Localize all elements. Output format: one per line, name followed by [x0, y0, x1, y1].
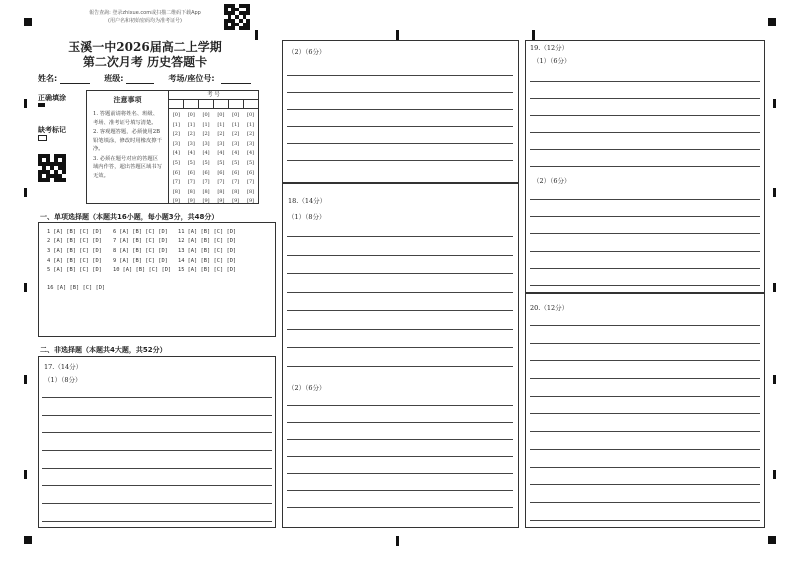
answer-line[interactable] [530, 467, 760, 468]
exam-digit-bubble[interactable]: [9] [172, 198, 180, 205]
answer-line[interactable] [530, 233, 760, 234]
answer-line[interactable] [530, 115, 760, 116]
exam-digit-bubble[interactable]: [7] [217, 179, 225, 186]
answer-line[interactable] [530, 520, 760, 521]
answer-line[interactable] [287, 75, 513, 76]
q19-part1-title: （1）（6分） [533, 57, 571, 65]
exam-digit-bubble[interactable]: [6] [172, 169, 180, 176]
name-field[interactable] [60, 74, 90, 84]
mc-options[interactable]: [A] [B] [C] [D] [53, 258, 102, 264]
exam-digit-bubble[interactable]: [6] [202, 169, 210, 176]
mc-options[interactable]: [A] [B] [C] [D] [56, 285, 106, 291]
answer-line[interactable] [287, 292, 513, 293]
mc-options[interactable]: [A] [B] [C] [D] [187, 248, 237, 254]
answer-line[interactable] [287, 507, 513, 508]
answer-line[interactable] [42, 432, 272, 433]
notice-item: 1. 答题前请将姓名、班级、考场、准考证号填写清楚。 [93, 111, 159, 126]
exam-digit-bubble[interactable]: [2] [172, 131, 180, 138]
q18-part1-title: （1）（8分） [288, 213, 326, 221]
score-query-line-1: 報告查詢: 登录zhixue.com或扫描二维码下载App [89, 10, 201, 16]
answer-box-q18 [282, 183, 519, 528]
exam-digit-bubble[interactable]: [3] [247, 140, 255, 147]
exam-digit-column [169, 111, 184, 207]
mc-question-5[interactable] [47, 267, 102, 273]
mc-question-number: 15 [178, 267, 185, 273]
mc-question-13[interactable] [178, 248, 236, 254]
mc-options[interactable]: [A] [B] [C] [D] [119, 229, 168, 235]
exam-digit-column [228, 111, 243, 207]
timing-mark [396, 536, 399, 546]
answer-line[interactable] [530, 343, 760, 344]
exam-digit-bubble[interactable]: [8] [172, 188, 180, 195]
notice-title: 注意事项 [113, 95, 142, 104]
exam-digit-bubble[interactable]: [6] [232, 169, 240, 176]
exam-digit-bubble[interactable]: [9] [217, 198, 225, 205]
mc-question-4[interactable] [47, 258, 102, 264]
absent-mark-box[interactable] [38, 135, 47, 141]
exam-digit-bubble[interactable]: [0] [232, 112, 240, 118]
exam-digit-bubble[interactable]: [6] [247, 169, 255, 176]
exam-number-bubbles [169, 109, 258, 207]
exam-digit-bubble[interactable]: [4] [232, 150, 240, 157]
mc-options[interactable]: [A] [B] [C] [D] [187, 238, 237, 244]
seat-label: 考场/座位号: [168, 74, 215, 83]
seat-field[interactable] [221, 74, 251, 84]
answer-line[interactable] [287, 236, 513, 237]
answer-line[interactable] [530, 98, 760, 99]
mc-options[interactable]: [A] [B] [C] [D] [187, 258, 237, 264]
exam-digit-bubble[interactable]: [9] [187, 198, 195, 205]
mc-question-number: 3 [47, 248, 51, 254]
exam-digit-bubble[interactable]: [5] [187, 159, 195, 166]
timing-mark [255, 30, 258, 40]
timing-mark [24, 188, 27, 197]
answer-line[interactable] [287, 273, 513, 274]
mc-question-7[interactable] [113, 238, 168, 244]
qr-code-student [38, 154, 66, 182]
timing-mark [24, 375, 27, 384]
mc-question-number: 5 [47, 267, 51, 273]
answer-line[interactable] [530, 360, 760, 361]
mc-question-number: 13 [178, 248, 185, 254]
answer-line[interactable] [287, 439, 513, 440]
corner-mark-bottom-right [768, 536, 776, 544]
exam-digit-bubble[interactable]: [0] [187, 112, 195, 118]
exam-digit-bubble[interactable]: [8] [217, 188, 225, 195]
exam-digit-bubble[interactable]: [4] [187, 150, 195, 157]
exam-number-write-row [169, 100, 258, 109]
mc-question-number: 4 [47, 258, 51, 264]
name-label: 姓名: [38, 74, 58, 83]
answer-line[interactable] [287, 422, 513, 423]
mc-question-number: 14 [178, 258, 185, 264]
answer-line[interactable] [530, 251, 760, 252]
answer-line[interactable] [530, 268, 760, 269]
corner-mark-top-left [24, 18, 32, 26]
mc-options[interactable]: [A] [B] [C] [D] [53, 238, 102, 244]
answer-line[interactable] [287, 490, 513, 491]
exam-digit-bubble[interactable]: [4] [247, 150, 255, 157]
mc-question-1[interactable] [47, 229, 102, 235]
exam-digit-bubble[interactable]: [2] [247, 131, 255, 138]
answer-line[interactable] [530, 449, 760, 450]
exam-digit-bubble[interactable]: [8] [187, 188, 195, 195]
mc-question-12[interactable] [178, 238, 236, 244]
answer-line[interactable] [287, 473, 513, 474]
answer-line[interactable] [42, 415, 272, 416]
notice-box [86, 90, 169, 204]
mc-options[interactable]: [A] [B] [C] [D] [53, 229, 102, 235]
exam-digit-bubble[interactable]: [2] [232, 131, 240, 138]
notice-item: 3. 必须在题号对应的答题区域内作答，超出答题区域书写无效。 [93, 155, 162, 179]
exam-number-grid [168, 90, 259, 204]
answer-line[interactable] [530, 396, 760, 397]
score-query-line-2: (用户名和初始密码均为准考证号) [108, 18, 182, 24]
mc-question-9[interactable] [113, 258, 168, 264]
exam-digit-bubble[interactable]: [8] [247, 188, 255, 195]
exam-digit-bubble[interactable]: [0] [247, 112, 255, 118]
qr-code-top [224, 4, 250, 30]
mc-question-3[interactable] [47, 248, 102, 254]
answer-line[interactable] [287, 92, 513, 93]
exam-digit-bubble[interactable]: [1] [187, 121, 195, 128]
exam-digit-bubble[interactable]: [5] [172, 159, 180, 166]
exam-digit-write-cell[interactable] [244, 100, 258, 108]
answer-line[interactable] [42, 450, 272, 451]
mc-question-number: 1 [47, 229, 51, 235]
timing-mark [24, 283, 27, 292]
answer-line[interactable] [530, 413, 760, 414]
answer-line[interactable] [530, 502, 760, 503]
exam-digit-column [184, 111, 199, 207]
answer-line[interactable] [530, 199, 760, 200]
exam-digit-bubble[interactable]: [1] [247, 121, 255, 128]
section-2-title: 二、非选择题（本题共4大题，共52分） [40, 346, 167, 354]
mc-question-number: 12 [178, 238, 185, 244]
exam-digit-bubble[interactable]: [8] [202, 188, 210, 195]
answer-line[interactable] [287, 126, 513, 127]
answer-line[interactable] [287, 347, 513, 348]
exam-digit-bubble[interactable]: [3] [172, 140, 180, 147]
mc-options[interactable]: [A] [B] [C] [D] [119, 258, 168, 264]
exam-digit-bubble[interactable]: [5] [247, 159, 255, 166]
timing-mark [532, 30, 535, 40]
exam-digit-bubble[interactable]: [3] [232, 140, 240, 147]
exam-digit-bubble[interactable]: [5] [217, 159, 225, 166]
timing-mark [773, 375, 776, 384]
answer-line[interactable] [530, 149, 760, 150]
answer-line[interactable] [287, 255, 513, 256]
exam-digit-write-cell[interactable] [229, 100, 244, 108]
exam-digit-bubble[interactable]: [4] [217, 150, 225, 157]
q17-title: 17.（14分） [44, 363, 83, 371]
absent-mark-label: 缺考标记 [38, 126, 66, 134]
q17-part2-title: （2）（6分） [288, 48, 326, 56]
exam-digit-bubble[interactable]: [7] [172, 179, 180, 186]
exam-digit-bubble[interactable]: [4] [202, 150, 210, 157]
corner-mark-top-right [768, 18, 776, 26]
q19-title: 19.（12分） [530, 44, 569, 52]
mc-question-16[interactable] [47, 285, 105, 291]
answer-line[interactable] [287, 109, 513, 110]
answer-line[interactable] [530, 216, 760, 217]
mc-options[interactable]: [A] [B] [C] [D] [187, 229, 237, 235]
exam-digit-column [213, 111, 228, 207]
exam-digit-bubble[interactable]: [1] [172, 121, 180, 128]
mc-question-number: 16 [47, 285, 54, 291]
mc-question-number: 6 [113, 229, 117, 235]
answer-line[interactable] [530, 325, 760, 326]
q18-part2-title: （2）（6分） [288, 384, 326, 392]
exam-digit-bubble[interactable]: [6] [187, 169, 195, 176]
exam-digit-bubble[interactable]: [2] [202, 131, 210, 138]
exam-digit-write-cell[interactable] [214, 100, 229, 108]
mc-question-10[interactable] [113, 267, 171, 273]
exam-digit-bubble[interactable]: [8] [232, 188, 240, 195]
exam-digit-bubble[interactable]: [1] [202, 121, 210, 128]
q20-title: 20.（12分） [530, 304, 569, 312]
exam-digit-bubble[interactable]: [1] [232, 121, 240, 128]
mc-question-15[interactable] [178, 267, 236, 273]
timing-mark [773, 283, 776, 292]
mc-options[interactable]: [A] [B] [C] [D] [119, 248, 168, 254]
mc-question-14[interactable] [178, 258, 236, 264]
corner-mark-bottom-left [24, 536, 32, 544]
exam-digit-write-cell[interactable] [169, 100, 184, 108]
exam-digit-bubble[interactable]: [9] [232, 198, 240, 205]
exam-digit-write-cell[interactable] [199, 100, 214, 108]
exam-digit-bubble[interactable]: [3] [187, 140, 195, 147]
mc-options[interactable]: [A] [B] [C] [D] [53, 267, 102, 273]
exam-digit-bubble[interactable]: [0] [172, 112, 180, 118]
q17-part1-title: （1）（8分） [44, 376, 82, 384]
mc-question-2[interactable] [47, 238, 102, 244]
exam-digit-bubble[interactable]: [0] [202, 112, 210, 118]
exam-digit-bubble[interactable]: [9] [202, 198, 210, 205]
answer-line[interactable] [530, 431, 760, 432]
mc-options[interactable]: [A] [B] [C] [D] [119, 238, 168, 244]
answer-line[interactable] [287, 456, 513, 457]
exam-digit-bubble[interactable]: [7] [232, 179, 240, 186]
timing-mark [773, 188, 776, 197]
exam-digit-bubble[interactable]: [6] [217, 169, 225, 176]
timing-mark [773, 470, 776, 479]
exam-digit-column [199, 111, 214, 207]
exam-digit-bubble[interactable]: [3] [202, 140, 210, 147]
q18-title: 18.（14分） [288, 197, 327, 205]
class-field[interactable] [126, 74, 154, 84]
student-info-row [38, 73, 251, 84]
mc-question-number: 10 [113, 267, 120, 273]
answer-line[interactable] [42, 468, 272, 469]
notice-item: 2. 客观题答题，必须使用2B铅笔填涂，修改时用橡皮擦干净。 [93, 129, 162, 152]
timing-mark [24, 470, 27, 479]
answer-line[interactable] [42, 521, 272, 522]
exam-digit-bubble[interactable]: [1] [217, 121, 225, 128]
answer-line[interactable] [530, 484, 760, 485]
answer-line[interactable] [287, 366, 513, 367]
mc-question-number: 7 [113, 238, 117, 244]
timing-mark [773, 99, 776, 108]
exam-digit-bubble[interactable]: [5] [202, 159, 210, 166]
mc-question-number: 11 [178, 229, 185, 235]
mc-options[interactable]: [A] [B] [C] [D] [53, 248, 102, 254]
answer-line[interactable] [42, 397, 272, 398]
mc-options[interactable]: [A] [B] [C] [D] [187, 267, 237, 273]
answer-line[interactable] [287, 329, 513, 330]
answer-line[interactable] [530, 285, 760, 286]
answer-box-q20 [525, 293, 765, 528]
section-1-title: 一、单项选择题（本题共16小题，每小题3分，共48分） [40, 213, 219, 221]
answer-line[interactable] [530, 132, 760, 133]
exam-digit-bubble[interactable]: [3] [217, 140, 225, 147]
class-label: 班级: [104, 74, 124, 83]
exam-number-header: 考 号 [169, 91, 258, 100]
exam-digit-bubble[interactable]: [4] [172, 150, 180, 157]
mc-question-number: 2 [47, 238, 51, 244]
sheet-title-line-2: 第二次月考 历史答题卡 [82, 55, 208, 69]
answer-line[interactable] [287, 310, 513, 311]
exam-digit-bubble[interactable]: [2] [217, 131, 225, 138]
mc-options[interactable]: [A] [B] [C] [D] [122, 267, 172, 273]
exam-digit-bubble[interactable]: [7] [187, 179, 195, 186]
mc-question-8[interactable] [113, 248, 168, 254]
answer-line[interactable] [530, 81, 760, 82]
answer-line[interactable] [530, 166, 760, 167]
exam-digit-column [243, 111, 258, 207]
mc-question-6[interactable] [113, 229, 168, 235]
answer-box-q17-part2 [282, 40, 519, 183]
exam-digit-bubble[interactable]: [7] [247, 179, 255, 186]
score-query-notice [70, 9, 220, 25]
timing-mark [24, 99, 27, 108]
answer-line[interactable] [42, 503, 272, 504]
exam-digit-bubble[interactable]: [5] [232, 159, 240, 166]
exam-digit-bubble[interactable]: [0] [217, 112, 225, 118]
exam-digit-bubble[interactable]: [2] [187, 131, 195, 138]
sheet-title-line-1: 玉溪一中2026届高二上学期 [68, 40, 222, 54]
mc-question-number: 9 [113, 258, 117, 264]
answer-line[interactable] [530, 378, 760, 379]
answer-line[interactable] [42, 485, 272, 486]
fill-example-label: 正确填涂 [38, 94, 66, 102]
answer-line[interactable] [287, 143, 513, 144]
q19-part2-title: （2）（6分） [533, 177, 571, 185]
fill-example-mark [38, 103, 45, 107]
exam-digit-bubble[interactable]: [7] [202, 179, 210, 186]
exam-digit-bubble[interactable]: [9] [247, 198, 255, 205]
timing-mark [396, 30, 399, 40]
exam-digit-write-cell[interactable] [184, 100, 199, 108]
answer-line[interactable] [287, 160, 513, 161]
mc-question-number: 8 [113, 248, 117, 254]
mc-question-11[interactable] [178, 229, 236, 235]
answer-line[interactable] [287, 405, 513, 406]
